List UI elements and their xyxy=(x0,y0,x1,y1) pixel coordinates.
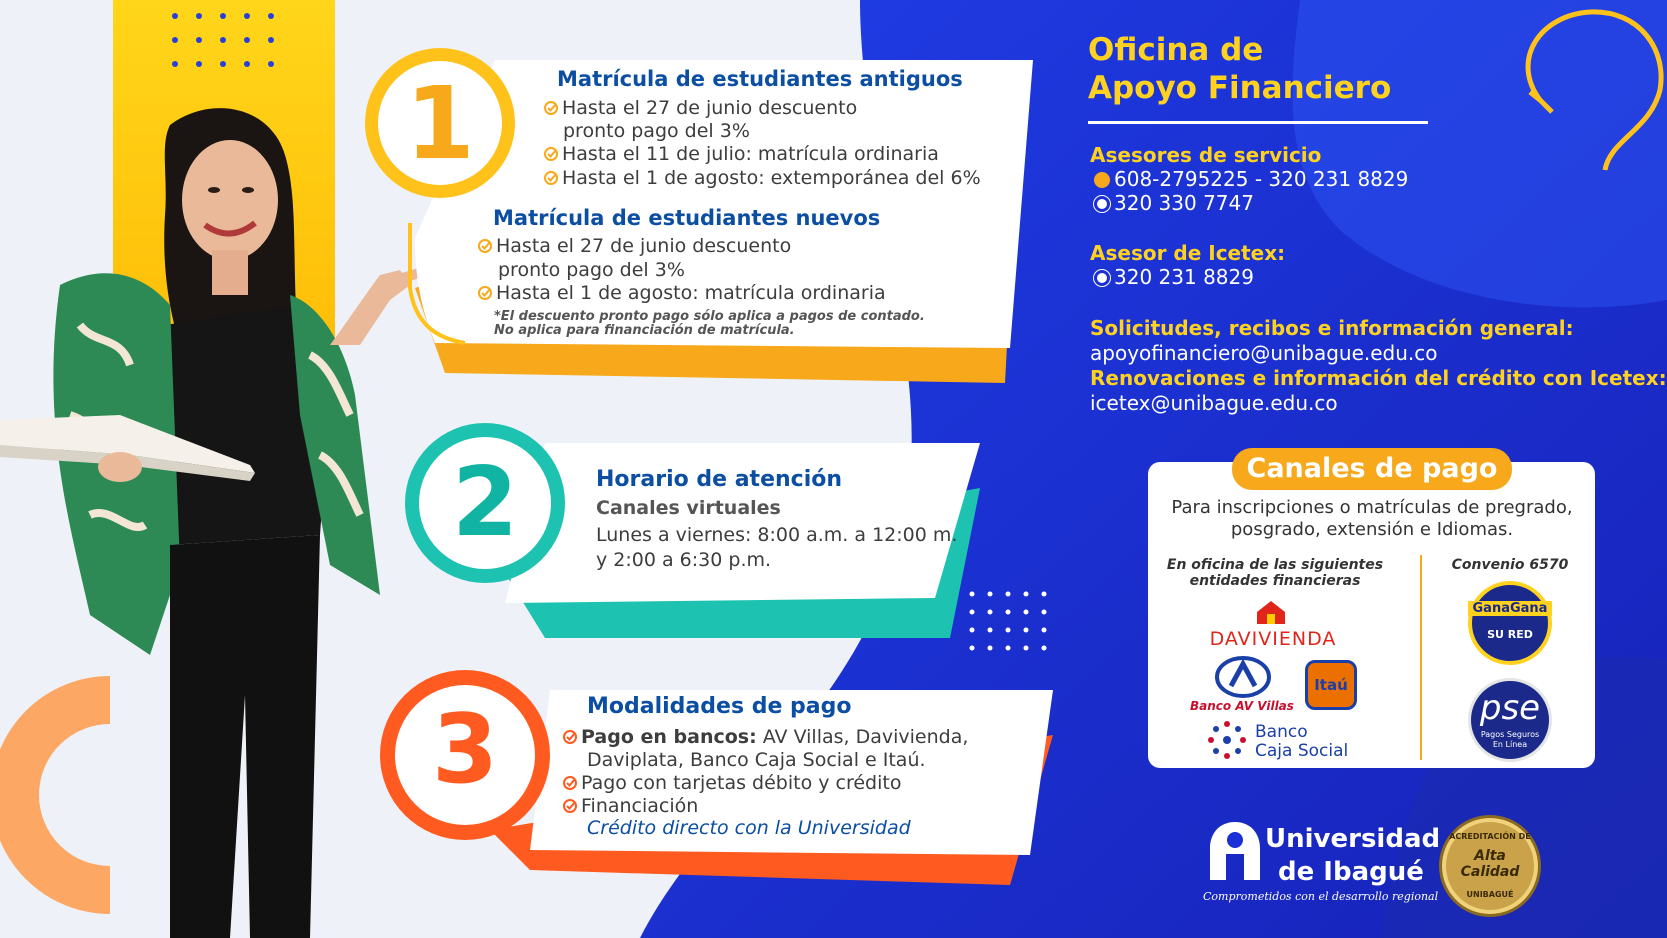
ganagana-badge xyxy=(1468,581,1552,665)
cajasocial-line-1: Banco xyxy=(1255,722,1308,742)
card-1-old-title: Matrícula de estudiantes antiguos xyxy=(557,67,963,91)
card-1-new-item-1-text: Hasta el 27 de junio descuento xyxy=(496,235,792,257)
whatsapp-line xyxy=(1094,191,1254,215)
card-2-subtitle: Canales virtuales xyxy=(596,497,781,519)
card-3-cards xyxy=(563,772,901,794)
payment-divider xyxy=(1420,555,1422,760)
card-3-bank-line xyxy=(563,726,968,748)
payment-channels-title: Canales de pago xyxy=(1232,448,1512,490)
seal-bottom: UNIBAGUÉ xyxy=(1466,890,1514,899)
payment-intro-1: Para inscripciones o matrículas de pregrado, xyxy=(1171,497,1573,518)
check-icon xyxy=(478,239,492,253)
requests-email[interactable]: apoyofinanciero@unibague.edu.co xyxy=(1090,341,1438,365)
advisors-label: Asesores de servicio xyxy=(1090,143,1322,167)
university-slogan: Comprometidos con el desarrollo regional xyxy=(1203,890,1439,903)
ganagana-logo: GanaGana xyxy=(1468,601,1552,616)
avvillas-icon xyxy=(1213,656,1273,698)
pse-sub-1: Pagos Seguros xyxy=(1480,730,1540,739)
requests-label: Solicitudes, recibos e información general: xyxy=(1090,316,1574,340)
card-1-old-item-1b: pronto pago del 3% xyxy=(563,120,750,142)
itau-logo: Itaú xyxy=(1305,660,1357,710)
card-3-cards-text: Pago con tarjetas débito y crédito xyxy=(581,772,902,794)
card-3-number: 3 xyxy=(431,695,499,805)
card-3-financing xyxy=(563,795,698,817)
seal-mid-2: Calidad xyxy=(1460,864,1520,880)
davivienda-house-icon xyxy=(1254,598,1288,626)
seal-mid-1: Alta xyxy=(1474,848,1506,864)
avvillas-logo: Banco AV Villas xyxy=(1190,699,1294,713)
card-1-new-title: Matrícula de estudiantes nuevos xyxy=(493,206,881,230)
icetex-phone xyxy=(1094,265,1254,289)
seal-top: ACREDITACIÓN DE xyxy=(1449,832,1531,841)
office-title-1: Oficina de xyxy=(1088,32,1264,68)
phone-icon xyxy=(1094,172,1110,188)
card-3-credit: Crédito directo con la Universidad xyxy=(587,817,911,839)
check-icon xyxy=(563,799,577,813)
card-1-old-item-1-text: Hasta el 27 de junio descuento xyxy=(562,97,858,119)
university-name-2: de Ibagué xyxy=(1278,857,1424,887)
card-1-old-item-2 xyxy=(544,143,939,165)
card-1-old-item-3-text: Hasta el 1 de agosto: extemporánea del 6% xyxy=(562,167,981,189)
payment-left-head-1: En oficina de las siguientes xyxy=(1166,557,1384,573)
cajasocial-line-2: Caja Social xyxy=(1255,741,1349,761)
card-2-line-2: y 2:00 a 6:30 p.m. xyxy=(596,549,772,571)
office-title-underline xyxy=(1088,121,1428,124)
office-title-2: Apoyo Financiero xyxy=(1088,70,1392,106)
university-logo-icon xyxy=(1204,818,1266,888)
payment-right-head: Convenio 6570 xyxy=(1451,557,1569,573)
card-1-old-item-1 xyxy=(544,97,857,119)
card-1-new-item-2-text: Hasta el 1 de agosto: matrícula ordinaria xyxy=(496,282,886,304)
card-3-title: Modalidades de pago xyxy=(587,694,852,719)
icetex-label: Asesor de Icetex: xyxy=(1090,241,1286,265)
check-icon xyxy=(563,730,577,744)
check-icon xyxy=(544,101,558,115)
renewals-label: Renovaciones e información del crédito con Icetex: xyxy=(1090,366,1667,390)
renewals-email[interactable]: icetex@unibague.edu.co xyxy=(1090,391,1338,415)
university-name-1: Universidad xyxy=(1265,824,1441,854)
card-2-number: 2 xyxy=(451,448,519,558)
card-1-old-item-3 xyxy=(544,167,981,189)
card-1-new-item-1b: pronto pago del 3% xyxy=(498,259,685,281)
whatsapp-icon xyxy=(1094,196,1110,212)
pse-sub-2: En Línea xyxy=(1492,740,1528,749)
card-1-number: 1 xyxy=(405,64,475,182)
check-icon xyxy=(544,171,558,185)
check-icon xyxy=(478,286,492,300)
payment-intro-2: posgrado, extensión e Idiomas. xyxy=(1230,519,1514,540)
payment-left-head-2: entidades financieras xyxy=(1189,573,1361,589)
card-3-bank-line-2: Daviplata, Banco Caja Social e Itaú. xyxy=(587,749,926,771)
card-3-bank-rest: AV Villas, Davivienda, xyxy=(756,726,969,748)
card-1-new-item-2 xyxy=(478,282,886,304)
whatsapp-line-text: 320 330 7747 xyxy=(1114,191,1254,215)
phone-line-text: 608-2795225 - 320 231 8829 xyxy=(1114,167,1409,191)
phone-line xyxy=(1094,167,1408,191)
whatsapp-icon xyxy=(1094,270,1110,286)
card-1-old-item-2-text: Hasta el 11 de julio: matrícula ordinaria xyxy=(562,143,939,165)
card-2-line-1: Lunes a viernes: 8:00 a.m. a 12:00 m. xyxy=(596,524,958,546)
card-1-note-2: No aplica para financiación de matrícula. xyxy=(494,323,795,338)
card-3-bank-bold: Pago en bancos: xyxy=(581,726,757,748)
pse-logo: pse xyxy=(1479,688,1541,728)
icetex-phone-text: 320 231 8829 xyxy=(1114,265,1254,289)
check-icon xyxy=(563,776,577,790)
card-2-title: Horario de atención xyxy=(596,467,843,492)
ganagana-sub: SU RED xyxy=(1487,628,1533,641)
cajasocial-icon xyxy=(1205,718,1249,762)
card-3-financing-text: Financiación xyxy=(581,795,699,817)
davivienda-logo: DAVIVIENDA xyxy=(1209,628,1337,650)
check-icon xyxy=(544,147,558,161)
card-1-note-1: *El descuento pronto pago sólo aplica a pagos de contado. xyxy=(494,309,925,324)
card-1-new-item-1 xyxy=(478,235,791,257)
